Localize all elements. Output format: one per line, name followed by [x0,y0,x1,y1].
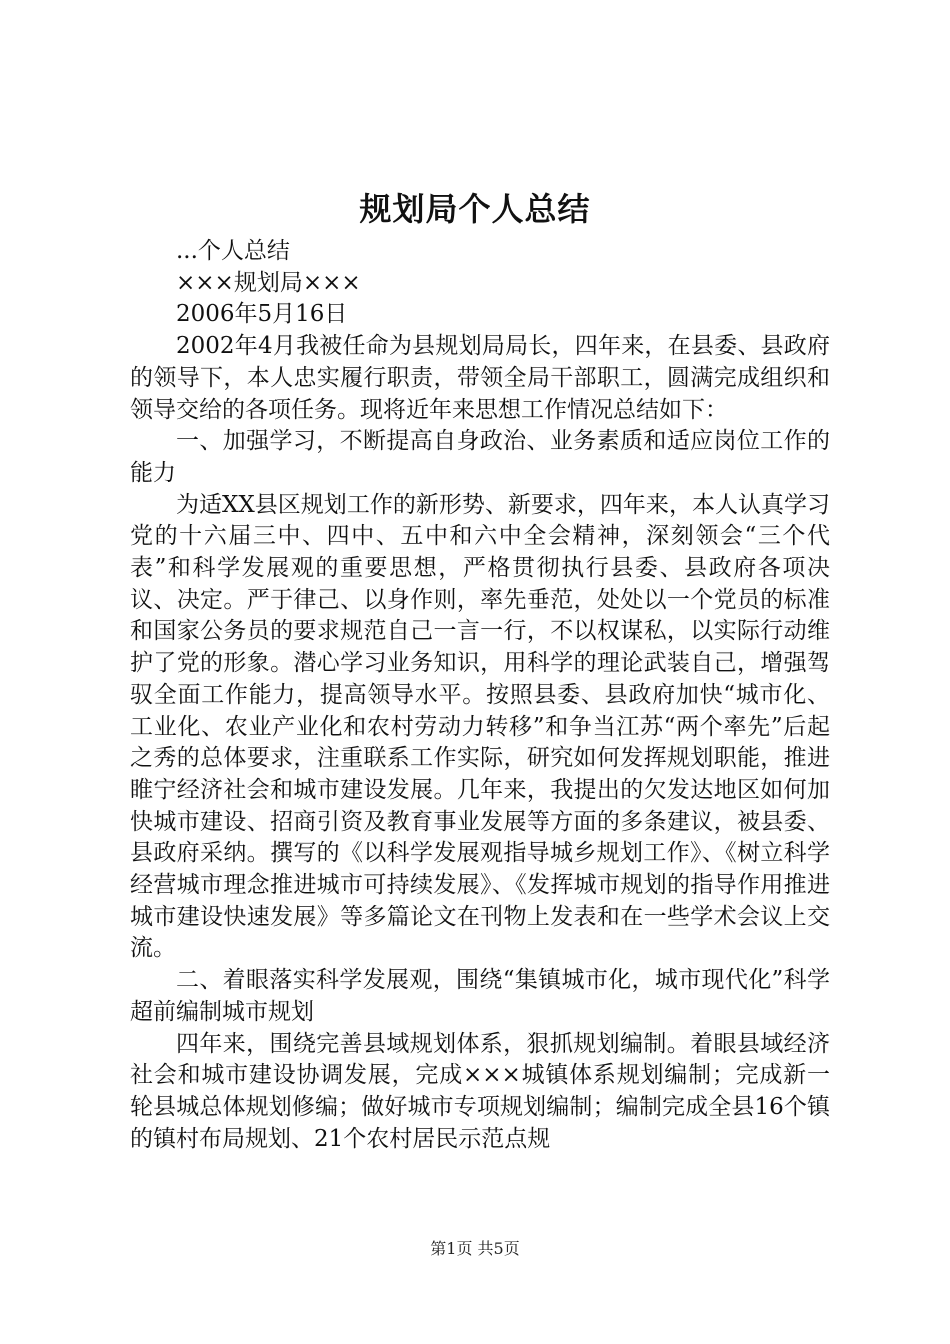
paragraph-section-1: 为适XX县区规划工作的新形势、新要求，四年来，本人认真学习党的十六届三中、四中、五中和六中全会精神，深刻领会“三个代表”和科学发展观的重要思想，严格贯彻执行县委、县政府各项决议、决定。严于律己、以身作则，率先垂范，处处以一个党员的标准和国家公务员的要求规范自己一言一行，不以权谋私，以实际行动维护了党的形象。潜心学习业务知识，用科学的理论武装自己，增强驾驭全面工作能力，提高领导水平。按照县委、县政府加快“城市化、工业化、农业产业化和农村劳动力转移”和争当江苏“两个率先”后起之秀的总体要求，注重联系工作实际，研究如何发挥规划职能，推进睢宁经济社会和城市建设发展。几年来，我提出的欠发达地区如何加快城市建设、招商引资及教育事业发展等方面的多条建议，被县委、县政府采纳。撰写的《以科学发展观指导城乡规划工作》、《树立科学经营城市理念推进城市可持续发展》、《发挥城市规划的指导作用推进城市建设快速发展》等多篇论文在刊物上发表和在一些学术会议上交流。 [130,491,830,962]
paragraph-author: ×××规划局××× [176,269,361,296]
paragraph-section-2: 四年来，围绕完善县域规划体系，狠抓规划编制。着眼县域经济社会和城市建设协调发展，完成×××城镇体系规划编制；完成新一轮县城总体规划修编；做好城市专项规划编制；编制完成全县16个镇的镇村布局规划、21个农村居民示范点规 [130,1030,830,1152]
page-footer: 第1页 共5页 [430,1239,520,1258]
document-title: 规划局个人总结 [359,190,591,228]
paragraph-subtitle: ...个人总结 [176,238,290,264]
section-heading-1: 一、加强学习，不断提高自身政治、业务素质和适应岗位工作的能力 [130,428,830,486]
paragraph-intro: 2002年4月我被任命为县规划局局长，四年来，在县委、县政府的领导下，本人忠实履行职责，带领全局干部职工，圆满完成组织和领导交给的各项任务。现将近年来思想工作情况总结如下： [130,333,830,423]
section-heading-2: 二、着眼落实科学发展观，围绕“集镇城市化，城市现代化”科学超前编制城市规划 [130,967,830,1025]
document-body [130,236,830,1155]
paragraph-date: 2006年5月16日 [176,301,348,328]
